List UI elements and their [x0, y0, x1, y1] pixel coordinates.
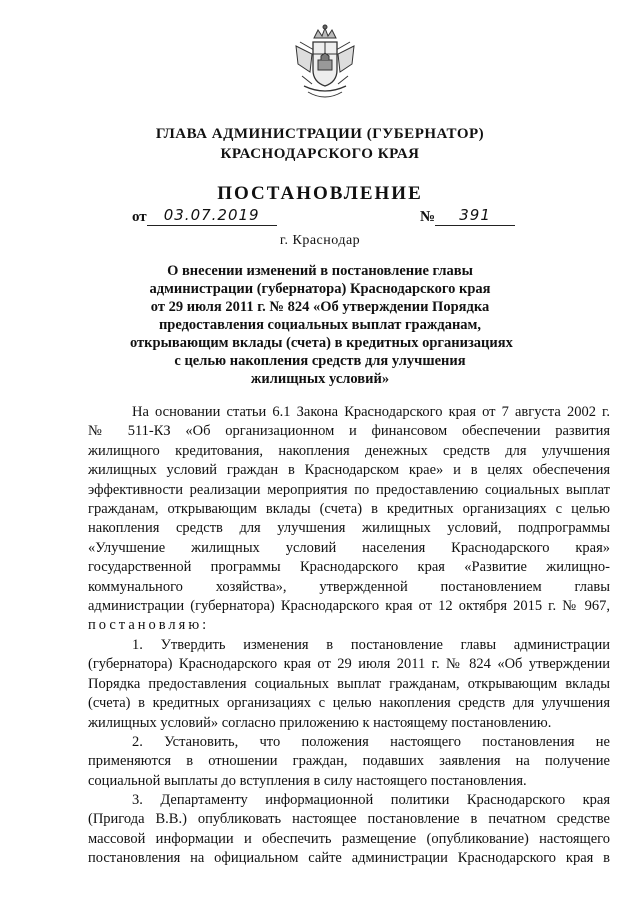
document-type: ПОСТАНОВЛЕНИЕ — [217, 183, 423, 204]
date-value: 03.07.2019 — [163, 206, 260, 224]
text-line: гражданам, открывающим вклады (счета) в кредитных организациях с целью — [88, 501, 610, 518]
text-line: администрации (губернатора) Краснодарского края от 12 октября 2015 г. № 967, — [88, 598, 610, 615]
text-line: жилищных условий граждан в Краснодарском крае» и в целях обеспечения — [88, 462, 610, 479]
text-line: (счета) в кредитных организациях с целью накопления средств для улучшения — [88, 695, 610, 712]
text-line: Порядка предоставления социальных выплат гражданам, открывающим вклады — [88, 675, 610, 692]
text-line: жилищных условий» согласно приложению к настоящему постановлению. — [88, 714, 552, 731]
text-line: № 511-КЗ «Об организационном и финансовом обеспечении развития — [88, 423, 610, 440]
title-line: жилищных условий» — [250, 371, 390, 387]
title-line: с целью накопления средств для улучшения — [174, 353, 466, 369]
text-line: 2. Установить, что положения настоящего постановления не — [132, 734, 610, 750]
krasnodar-coat-of-arms-icon — [292, 24, 358, 104]
title-line: предоставления социальных выплат гражданам, — [158, 317, 482, 333]
text-line: 3. Департаменту информационной политики Краснодарского края — [132, 792, 610, 808]
city: г. Краснодар — [279, 233, 361, 248]
text-line: эффективности реализации мероприятия по предоставлению социальных выплат — [88, 481, 610, 498]
authority-title-line2: КРАСНОДАРСКОГО КРАЯ — [220, 146, 420, 162]
text-line: постановления на официальном сайте администрации Краснодарского края в — [88, 850, 610, 867]
title-line: от 29 июля 2011 г. № 824 «Об утверждении Порядка — [150, 299, 490, 315]
text-line: социальной выплаты до вступления в силу настоящего постановления. — [88, 772, 527, 789]
number-prefix: № — [420, 209, 436, 225]
authority-title-line1: ГЛАВА АДМИНИСТРАЦИИ (ГУБЕРНАТОР) — [155, 126, 485, 142]
decree-word: постановляю: — [88, 617, 210, 634]
number-field — [420, 206, 515, 226]
preamble-paragraph — [88, 403, 610, 636]
item-1-paragraph — [88, 636, 610, 733]
text-line: применяются в отношении граждан, подавших заявления на получение — [88, 753, 610, 770]
text-line: (Пригода В.В.) опубликовать настоящее постановление в печатном средстве — [88, 811, 610, 828]
item-3-paragraph — [88, 791, 610, 869]
title-line: О внесении изменений в постановление главы — [167, 263, 473, 279]
number-value: 391 — [459, 206, 491, 224]
text-line: массовой информации и обеспечить размещение (опубликование) настоящего — [88, 830, 610, 847]
document-title — [130, 262, 513, 388]
date-prefix: от — [132, 209, 147, 225]
item-2-paragraph — [88, 733, 610, 791]
text-line: (губернатора) Краснодарского края от 29 июля 2011 г. № 824 «Об утверждении — [88, 656, 610, 673]
text-line: накопления средств для улучшения жилищных условий, подпрограммы — [88, 520, 610, 537]
text-line: коммунального хозяйства», утвержденной постановлением главы — [88, 578, 610, 595]
text-line: 1. Утвердить изменения в постановление главы администрации — [132, 637, 610, 653]
text-line: государственной программы Краснодарского края «Развитие жилищно- — [88, 559, 610, 576]
title-line: администрации (губернатора) Краснодарского края — [149, 281, 491, 297]
text-line: «Улучшение жилищных условий населения Краснодарского края» — [88, 539, 610, 556]
date-field — [132, 206, 277, 226]
title-line: открывающим вклады (счета) в кредитных организациях — [130, 335, 513, 351]
text-line: На основании статьи 6.1 Закона Краснодарского края от 7 августа 2002 г. — [132, 404, 610, 420]
text-line: жилищного кредитования, накопления денежных средств для улучшения — [88, 442, 610, 459]
